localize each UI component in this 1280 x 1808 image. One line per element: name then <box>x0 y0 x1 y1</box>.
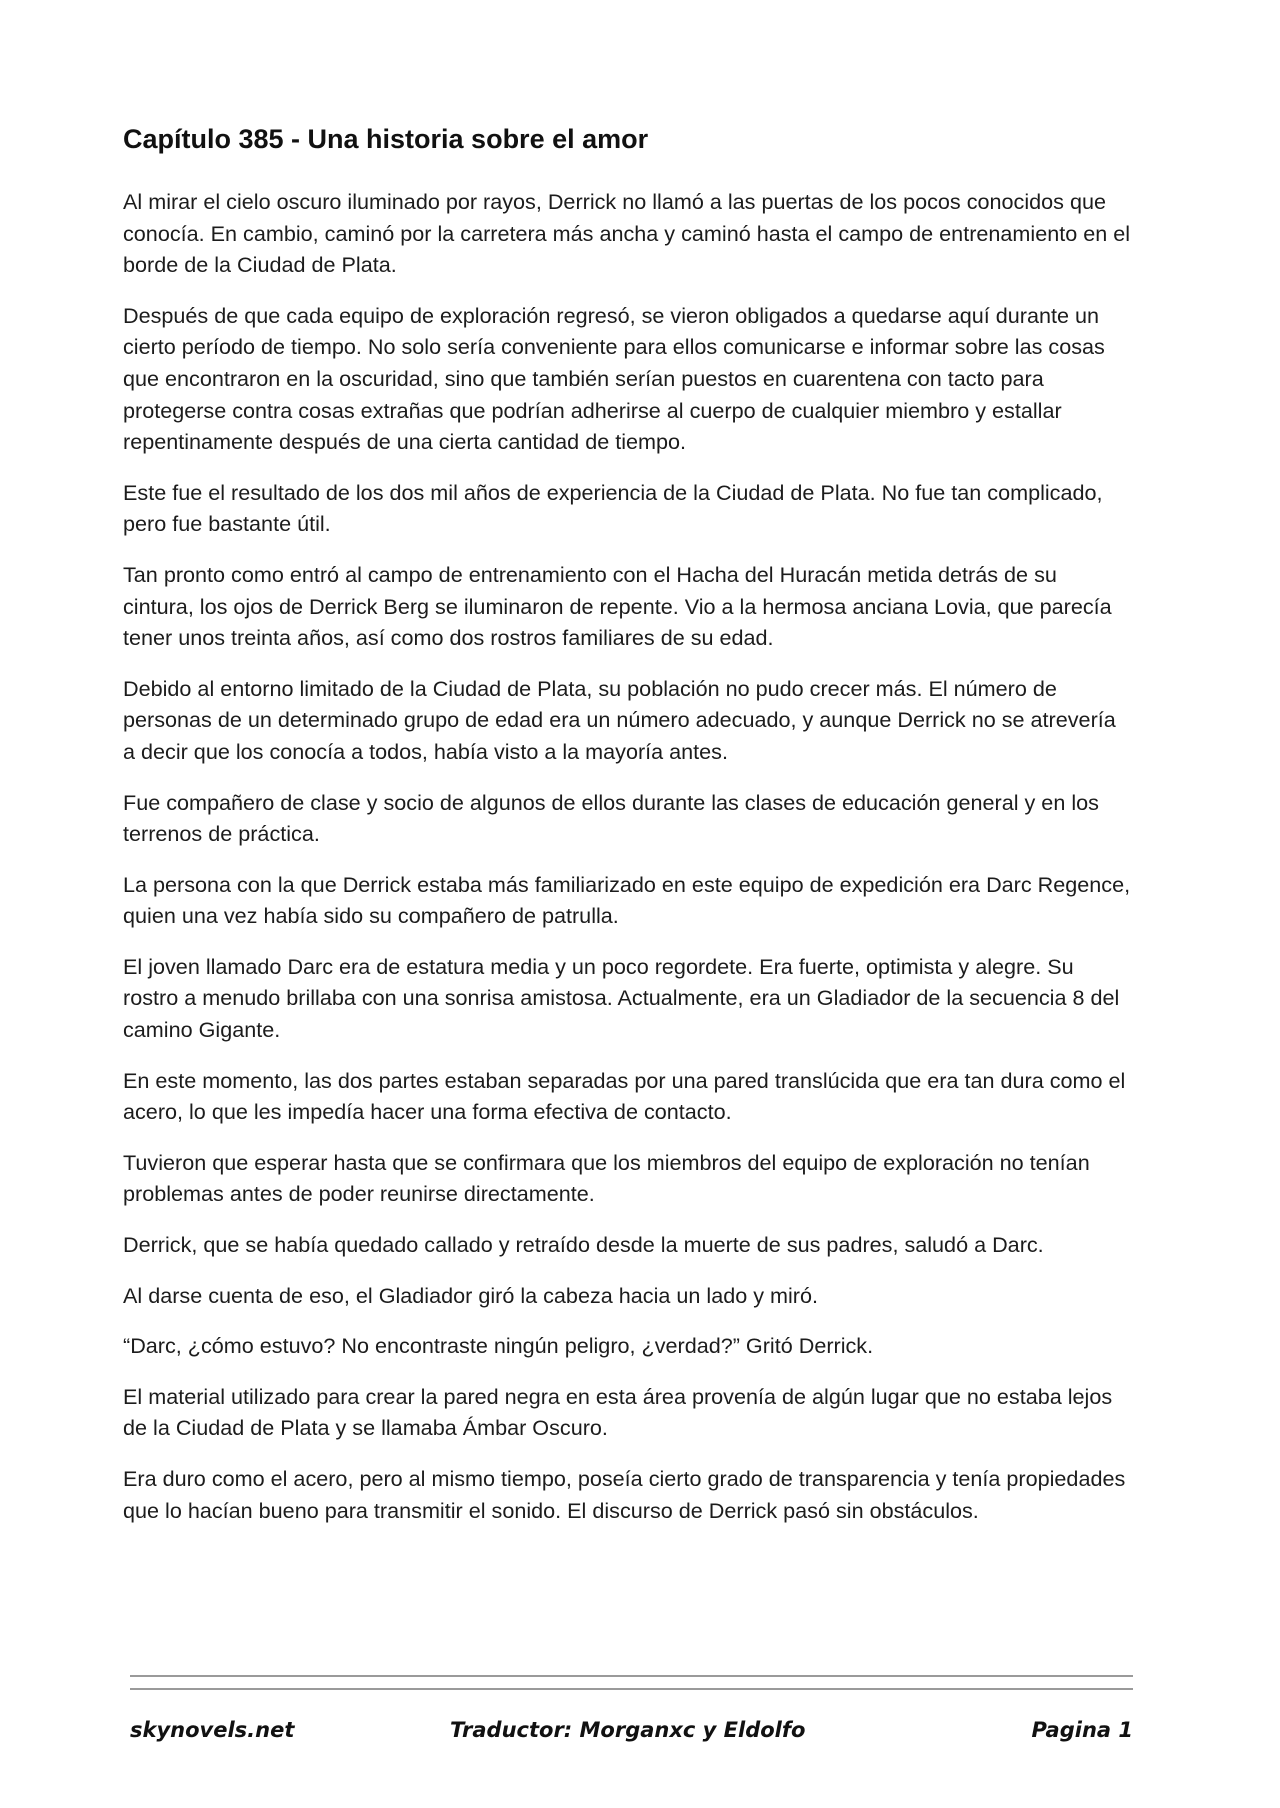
paragraph: En este momento, las dos partes estaban separadas por una pared translúcida que era tan dura como el acero, lo que les impedía hacer una forma efectiva de contacto. <box>123 1067 1126 1125</box>
chapter-body <box>123 186 1133 1545</box>
footer-divider-bottom <box>130 1688 1133 1690</box>
paragraph: “Darc, ¿cómo estuvo? No encontraste ningún peligro, ¿verdad?” Gritó Derrick. <box>123 1333 874 1359</box>
paragraph: La persona con la que Derrick estaba más familiarizado en este equipo de expedición era Darc Regence, quien una vez había sido su compañero de patrulla. <box>123 871 1131 929</box>
paragraph: Derrick, que se había quedado callado y retraído desde la muerte de sus padres, saludó a Darc. <box>123 1232 1044 1258</box>
paragraph: Tuvieron que esperar hasta que se confirmara que los miembros del equipo de exploración no tenían problemas antes de poder reunirse directamente. <box>123 1149 1090 1207</box>
page-footer <box>130 1718 1133 1752</box>
paragraph: Después de que cada equipo de exploración regresó, se vieron obligados a quedarse aquí durante un cierto período de tiempo. No solo sería conveniente para ellos comunicarse e informar sobre las cosas que encontraron en la oscuridad, sino que también serían puestos en cuarentena con tacto para protegerse contra cosas extrañas que podrían adherirse al cuerpo de cualquier miembro y estallar repentinamente después de una cierta cantidad de tiempo. <box>123 302 1105 455</box>
paragraph: Era duro como el acero, pero al mismo tiempo, poseía cierto grado de transparencia y tenía propiedades que lo hacían bueno para transmitir el sonido. El discurso de Derrick pasó sin obstáculos. <box>123 1466 1126 1523</box>
paragraph: El material utilizado para crear la pared negra en esta área provenía de algún lugar que no estaba lejos de la Ciudad de Plata y se llamaba Ámbar Oscuro. <box>123 1383 1113 1441</box>
paragraph: Este fue el resultado de los dos mil años de experiencia de la Ciudad de Plata. No fue tan complicado, pero fue bastante útil. <box>123 479 1103 537</box>
document-page <box>123 0 1133 1808</box>
paragraph: Al darse cuenta de eso, el Gladiador giró la cabeza hacia un lado y miró. <box>123 1282 819 1308</box>
paragraph: Fue compañero de clase y socio de algunos de ellos durante las clases de educación general y en los terrenos de práctica. <box>123 789 1099 847</box>
chapter-title: Capítulo 385 - Una historia sobre el amor <box>123 124 649 154</box>
footer-site: skynovels.net <box>130 1718 295 1742</box>
footer-page-number: Pagina 1 <box>1031 1718 1133 1742</box>
paragraph: Debido al entorno limitado de la Ciudad de Plata, su población no pudo crecer más. El número de personas de un determinado grupo de edad era un número adecuado, y aunque Derrick no se atrevería a decir que los conocía a todos, había visto a la mayoría antes. <box>123 675 1116 764</box>
paragraph: Tan pronto como entró al campo de entrenamiento con el Hacha del Huracán metida detrás de su cintura, los ojos de Derrick Berg se iluminaron de repente. Vio a la hermosa anciana Lovia, que parecía tener unos treinta años, así como dos rostros familiares de su edad. <box>123 561 1112 651</box>
footer-translator: Traductor: Morganxc y Eldolfo <box>450 1718 806 1742</box>
paragraph: El joven llamado Darc era de estatura media y un poco regordete. Era fuerte, optimista y alegre. Su rostro a menudo brillaba con una sonrisa amistosa. Actualmente, era un Gladiador de la secuencia 8 del camino Gigante. <box>123 953 1120 1043</box>
paragraph: Al mirar el cielo oscuro iluminado por rayos, Derrick no llamó a las puertas de los pocos conocidos que conocía. En cambio, caminó por la carretera más ancha y caminó hasta el campo de entrenamiento en el borde de la Ciudad de Plata. <box>123 189 1131 278</box>
footer-divider-top <box>130 1675 1133 1677</box>
